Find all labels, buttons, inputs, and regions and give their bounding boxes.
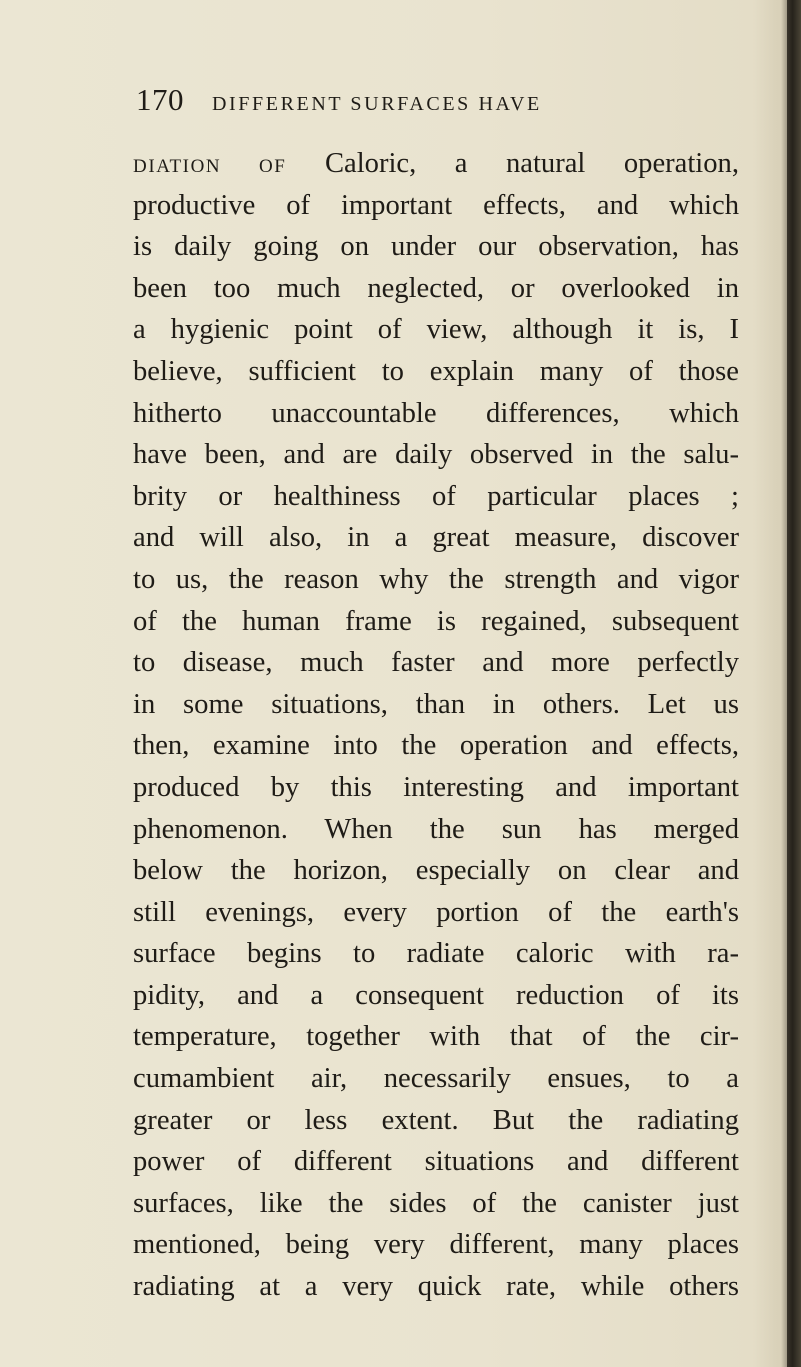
page-number: 170 bbox=[136, 82, 184, 117]
caloric-word: Caloric bbox=[324, 148, 410, 179]
running-head: DIFFERENT SURFACES HAVE bbox=[212, 93, 542, 115]
page-header bbox=[136, 82, 656, 122]
text-line: surfaces, like the sides of the canister just bbox=[133, 1187, 739, 1219]
text-line: hitherto unaccountable differences, which bbox=[133, 397, 739, 429]
text-line: have been, and are daily observed in the salu- bbox=[133, 439, 739, 471]
book-binding-edge bbox=[787, 0, 801, 1367]
text-line bbox=[133, 143, 739, 185]
text-line: temperature, together with that of the cir- bbox=[133, 1021, 739, 1053]
text-line: is daily going on under our observation, has bbox=[133, 231, 739, 263]
text-line: then, examine into the operation and effects, bbox=[133, 730, 739, 762]
smallcaps-text: DIATION OF bbox=[133, 156, 287, 177]
text-line: mentioned, being very different, many places bbox=[133, 1229, 739, 1261]
text-line: believe, sufficient to explain many of those bbox=[133, 355, 739, 387]
text-line: productive of important effects, and which bbox=[133, 189, 739, 221]
body-text bbox=[133, 143, 739, 1308]
text-line: been too much neglected, or overlooked in bbox=[133, 272, 739, 304]
text-line: below the horizon, especially on clear and bbox=[133, 855, 739, 887]
text-line: in some situations, than in others. Let us bbox=[133, 688, 739, 720]
text-line: pidity, and a consequent reduction of its bbox=[133, 979, 739, 1011]
first-line-rest: , a natural operation, bbox=[409, 148, 739, 179]
text-line: surface begins to radiate caloric with ra- bbox=[133, 938, 739, 970]
text-line: still evenings, every portion of the earth's bbox=[133, 896, 739, 928]
text-line: power of different situations and different bbox=[133, 1146, 739, 1178]
text-line: of the human frame is regained, subsequent bbox=[133, 605, 739, 637]
text-line: greater or less extent. But the radiating bbox=[133, 1104, 739, 1136]
text-line: phenomenon. When the sun has merged bbox=[133, 813, 739, 845]
text-line: radiating at a very quick rate, while others bbox=[133, 1271, 739, 1303]
text-line: to us, the reason why the strength and vigor bbox=[133, 563, 739, 595]
text-line: a hygienic point of view, although it is, I bbox=[133, 314, 739, 346]
text-line: brity or healthiness of particular places ; bbox=[133, 480, 739, 512]
text-line: cumambient air, necessarily ensues, to a bbox=[133, 1063, 739, 1095]
text-line: to disease, much faster and more perfectly bbox=[133, 647, 739, 679]
text-line: and will also, in a great measure, discover bbox=[133, 522, 739, 554]
text-line: produced by this interesting and important bbox=[133, 771, 739, 803]
